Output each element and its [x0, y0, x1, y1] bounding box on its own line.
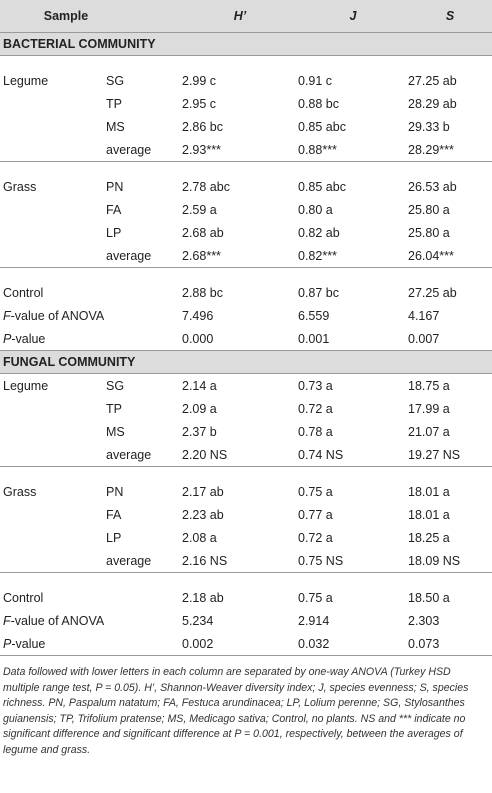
- cell-s: 2.303: [408, 613, 440, 628]
- p-letter: P: [3, 636, 12, 651]
- table-row: [0, 586, 492, 609]
- table-row: [0, 609, 492, 632]
- row-label: average: [98, 244, 182, 268]
- table-row: [0, 549, 492, 573]
- cell-h: 2.20 NS: [182, 443, 298, 467]
- row-label: SG: [106, 73, 125, 88]
- cell-h: 2.95 c: [182, 96, 217, 111]
- control-label: Control: [3, 285, 44, 300]
- row-label: PN: [106, 179, 124, 194]
- row-label: average: [98, 443, 182, 467]
- cell-s: 29.33 b: [408, 119, 450, 134]
- cell-j: 0.78 a: [298, 424, 333, 439]
- cell-h: 2.23 ab: [182, 507, 224, 522]
- cell-j: 0.85 abc: [298, 179, 346, 194]
- cell-s: 4.167: [408, 308, 440, 323]
- row-label: FA: [106, 507, 122, 522]
- cell-s: 25.80 a: [408, 225, 450, 240]
- cell-j: 0.75 NS: [298, 549, 408, 573]
- cell-j: 2.914: [298, 613, 330, 628]
- table-row: [0, 175, 492, 198]
- cell-j: 0.82 ab: [298, 225, 340, 240]
- cell-h: 0.002: [182, 632, 298, 656]
- row-label: LP: [106, 530, 122, 545]
- row-label: average: [98, 138, 182, 162]
- pvalue-label: [0, 632, 182, 656]
- row-label: TP: [106, 401, 122, 416]
- cell-s: 17.99 a: [408, 401, 450, 416]
- cell-s: 25.80 a: [408, 202, 450, 217]
- header-j: J: [298, 0, 408, 33]
- table-row: [0, 480, 492, 503]
- table-row: [0, 420, 492, 443]
- header-sample: Sample: [0, 0, 182, 33]
- table-row: [0, 526, 492, 549]
- cell-j: 0.74 NS: [298, 443, 408, 467]
- cell-h: 2.68***: [182, 244, 298, 268]
- cell-s: 18.09 NS: [408, 549, 492, 573]
- row-label: MS: [106, 424, 125, 439]
- cell-j: 0.77 a: [298, 507, 333, 522]
- table-row: [0, 198, 492, 221]
- cell-j: 0.75 a: [298, 590, 333, 605]
- cell-s: 0.073: [408, 632, 492, 656]
- table-row: [0, 397, 492, 420]
- cell-s: 21.07 a: [408, 424, 450, 439]
- cell-j: 0.82***: [298, 244, 408, 268]
- cell-h: 2.08 a: [182, 530, 217, 545]
- row-label: LP: [106, 225, 122, 240]
- cell-s: 28.29 ab: [408, 96, 457, 111]
- header-row: [0, 0, 492, 33]
- cell-h: 2.86 bc: [182, 119, 224, 134]
- cell-h: 0.000: [182, 331, 214, 346]
- cell-j: 0.72 a: [298, 401, 333, 416]
- cell-j: 6.559: [298, 308, 330, 323]
- pvalue-text: -value: [11, 636, 46, 651]
- row-label: PN: [106, 484, 124, 499]
- cell-s: 18.50 a: [408, 590, 450, 605]
- table-row: [0, 281, 492, 304]
- table-row: [0, 304, 492, 327]
- group-label: Legume: [3, 73, 49, 88]
- cell-j: 0.91 c: [298, 73, 333, 88]
- p-letter: P: [3, 331, 12, 346]
- table-row: [0, 221, 492, 244]
- table-row: [0, 443, 492, 467]
- cell-s: 26.53 ab: [408, 179, 457, 194]
- row-label: average: [98, 549, 182, 573]
- cell-s: 19.27 NS: [408, 443, 492, 467]
- cell-j: 0.001: [298, 331, 330, 346]
- fvalue-label: [0, 304, 182, 327]
- table-row: [0, 374, 492, 398]
- row-label: TP: [106, 96, 122, 111]
- cell-h: 2.59 a: [182, 202, 217, 217]
- section-bacterial: [0, 33, 492, 56]
- group-label: Legume: [3, 378, 49, 393]
- cell-j: 0.87 bc: [298, 285, 340, 300]
- f-letter: F: [3, 613, 11, 628]
- cell-h: 2.78 abc: [182, 179, 230, 194]
- row-label: SG: [106, 378, 125, 393]
- group-label: Grass: [3, 179, 37, 194]
- cell-j: 0.73 a: [298, 378, 333, 393]
- table-row: [0, 69, 492, 92]
- cell-h: 2.17 ab: [182, 484, 224, 499]
- cell-s: 18.75 a: [408, 378, 450, 393]
- cell-s: 27.25 ab: [408, 285, 457, 300]
- table-footnote: Data followed with lower letters in each column are separated by one-way ANOVA (Turkey HSD multiple range test, P = 0.05). H’, Shannon-Weaver diversity index; J, species evenness; S, species richness. PN, Paspalum natatum; FA, Festuca arundinacea; LP, Lolium perenne; SG, Stylosanthes guianensis; TP, Trifolium pratense; MS, Medicago sativa; Control, no plants. NS and *** indicate no significant difference and significant difference at P = 0.001, respectively, between the averages of legume and grass.: [3, 666, 469, 756]
- pvalue-label: [0, 327, 182, 351]
- cell-h: 2.16 NS: [182, 549, 298, 573]
- fvalue-text: -value of ANOVA: [10, 613, 105, 628]
- section-fungal: [0, 351, 492, 374]
- f-letter: F: [3, 308, 11, 323]
- pvalue-text: -value: [11, 331, 46, 346]
- table-row: [0, 244, 492, 268]
- cell-j: 0.72 a: [298, 530, 333, 545]
- fvalue-text: -value of ANOVA: [10, 308, 105, 323]
- cell-h: 2.14 a: [182, 378, 217, 393]
- cell-j: 0.75 a: [298, 484, 333, 499]
- section-title: FUNGAL COMMUNITY: [0, 351, 492, 374]
- control-label: Control: [3, 590, 44, 605]
- cell-s: 27.25 ab: [408, 73, 457, 88]
- cell-s: 28.29***: [408, 138, 492, 162]
- cell-h: 2.18 ab: [182, 590, 224, 605]
- table-row: [0, 115, 492, 138]
- cell-j: 0.80 a: [298, 202, 333, 217]
- cell-s: 18.01 a: [408, 507, 450, 522]
- cell-j: 0.032: [298, 632, 408, 656]
- cell-s: 26.04***: [408, 244, 492, 268]
- cell-s: 18.01 a: [408, 484, 450, 499]
- cell-h: 2.68 ab: [182, 225, 224, 240]
- cell-j: 0.88***: [298, 138, 408, 162]
- group-label: Grass: [3, 484, 37, 499]
- cell-h: 5.234: [182, 613, 214, 628]
- cell-h: 2.37 b: [182, 424, 217, 439]
- fvalue-label: [0, 609, 182, 632]
- table-row: [0, 138, 492, 162]
- cell-s: 18.25 a: [408, 530, 450, 545]
- cell-h: 2.09 a: [182, 401, 217, 416]
- header-h: H’: [182, 0, 298, 33]
- cell-h: 2.99 c: [182, 73, 217, 88]
- cell-j: 0.85 abc: [298, 119, 346, 134]
- section-title: BACTERIAL COMMUNITY: [0, 33, 492, 56]
- row-label: FA: [106, 202, 122, 217]
- row-label: MS: [106, 119, 125, 134]
- cell-s: 0.007: [408, 331, 440, 346]
- table-row: [0, 503, 492, 526]
- header-s: S: [408, 0, 492, 33]
- table-row: [0, 632, 492, 656]
- cell-j: 0.88 bc: [298, 96, 340, 111]
- table-row: [0, 327, 492, 351]
- cell-h: 2.93***: [182, 138, 298, 162]
- cell-h: 2.88 bc: [182, 285, 224, 300]
- cell-h: 7.496: [182, 308, 214, 323]
- table-row: [0, 92, 492, 115]
